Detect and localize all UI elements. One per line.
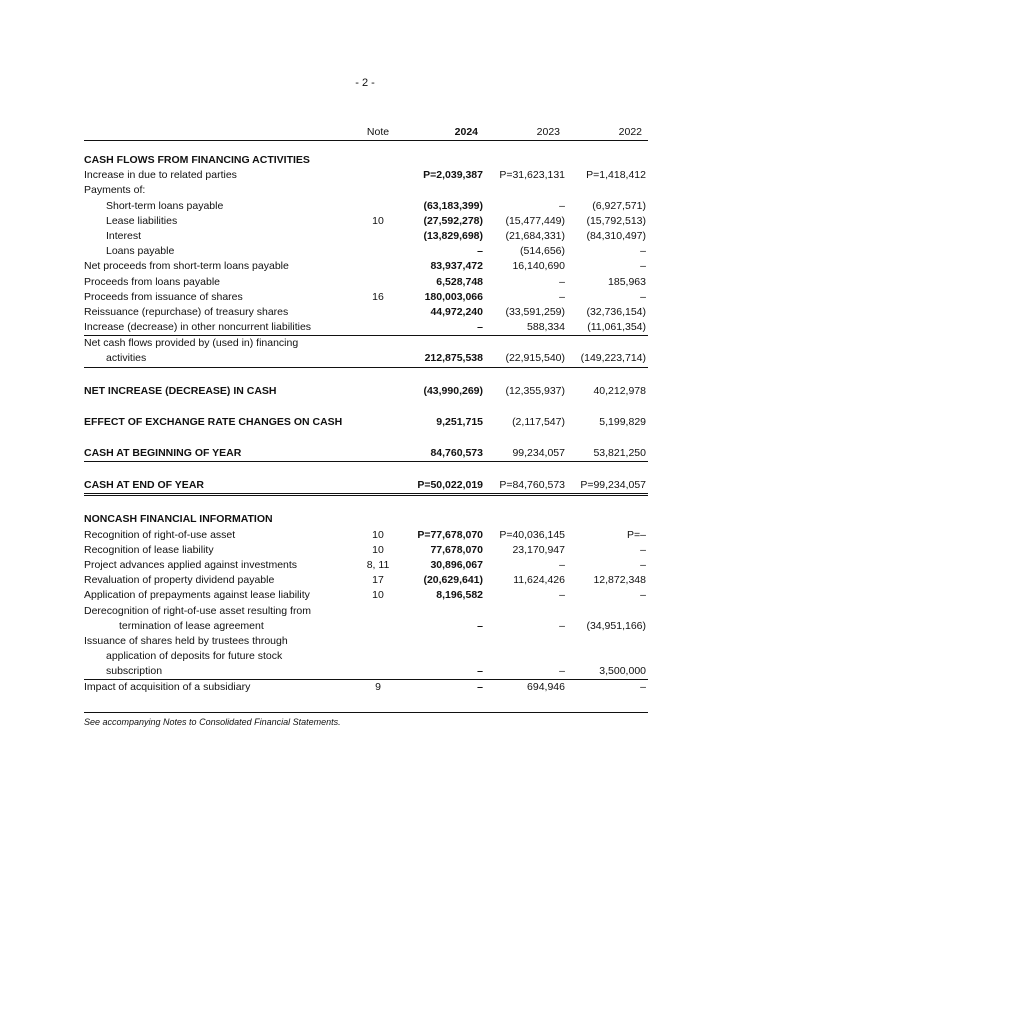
cash-flow-statement [84,126,648,696]
table-row: Project advances applied against investments 8, 11 30,896,067 – – [84,558,646,571]
cash-begin-row: CASH AT BEGINNING OF YEAR 84,760,573 99,234,057 53,821,250 [84,446,648,462]
page-number: - 2 - [355,77,375,89]
issuance-label: application of deposits for future stock [106,650,283,663]
table-row: Net proceeds from short-term loans payable 83,937,472 16,140,690 – [84,260,646,273]
net-financing-row: activities 212,875,538 (22,915,540) (149,223,714) [84,351,648,367]
issuance-label: Issuance of shares held by trustees through [84,634,288,647]
derecognition-label: Derecognition of right-of-use asset resulting from [84,604,312,617]
table-row: termination of lease agreement – – (34,951,166) [119,619,646,632]
table-row: Short-term loans payable (63,183,399) – (6,927,571) [106,199,646,212]
column-header [84,126,648,141]
table-row: subscription – – 3,500,000 [106,665,646,678]
year-2023-header: 2023 [536,126,560,138]
table-row: Increase in due to related parties P=2,039,387 P=31,623,131 P=1,418,412 [84,169,646,182]
footnote: See accompanying Notes to Consolidated Financial Statements. [84,717,341,727]
footer-rule [84,712,648,713]
cash-end-row: CASH AT END OF YEAR P=50,022,019 P=84,760,573 P=99,234,057 [84,478,648,496]
note-header: Note [366,126,390,138]
table-row: Revaluation of property dividend payable 17 (20,629,641) 11,624,426 12,872,348 [84,574,646,587]
table-row: Increase (decrease) in other noncurrent liabilities – 588,334 (11,061,354) [84,320,648,336]
financing-title: CASH FLOWS FROM FINANCING ACTIVITIES [84,154,310,166]
table-row: Application of prepayments against lease liability 10 8,196,582 – – [84,589,646,602]
table-row: Lease liabilities 10 (27,592,278) (15,477,449) (15,792,513) [106,214,646,227]
payments-of-label: Payments of: [84,184,146,197]
table-row: Interest (13,829,698) (21,684,331) (84,310,497) [106,229,646,242]
table-row: Loans payable – (514,656) – [106,245,646,258]
table-row: Reissuance (repurchase) of treasury shares 44,972,240 (33,591,259) (32,736,154) [84,305,646,318]
table-row: Recognition of lease liability 10 77,678,070 23,170,947 – [84,543,646,556]
fx-effect-row: EFFECT OF EXCHANGE RATE CHANGES ON CASH 9,251,715 (2,117,547) 5,199,829 [84,415,646,428]
table-row: Proceeds from issuance of shares 16 180,003,066 – – [84,290,646,303]
year-2024-header: 2024 [454,126,478,138]
table-row: Proceeds from loans payable 6,528,748 – 185,963 [84,275,646,288]
table-row: Impact of acquisition of a subsidiary 9 – 694,946 – [84,679,648,695]
net-financing-label: Net cash flows provided by (used in) financing [84,337,299,350]
noncash-title: NONCASH FINANCIAL INFORMATION [84,513,273,526]
net-increase-row: NET INCREASE (DECREASE) IN CASH (43,990,269) (12,355,937) 40,212,978 [84,384,646,397]
table-row: Recognition of right-of-use asset 10 P=77,678,070 P=40,036,145 P=– [84,528,646,541]
year-2022-header: 2022 [618,126,642,138]
